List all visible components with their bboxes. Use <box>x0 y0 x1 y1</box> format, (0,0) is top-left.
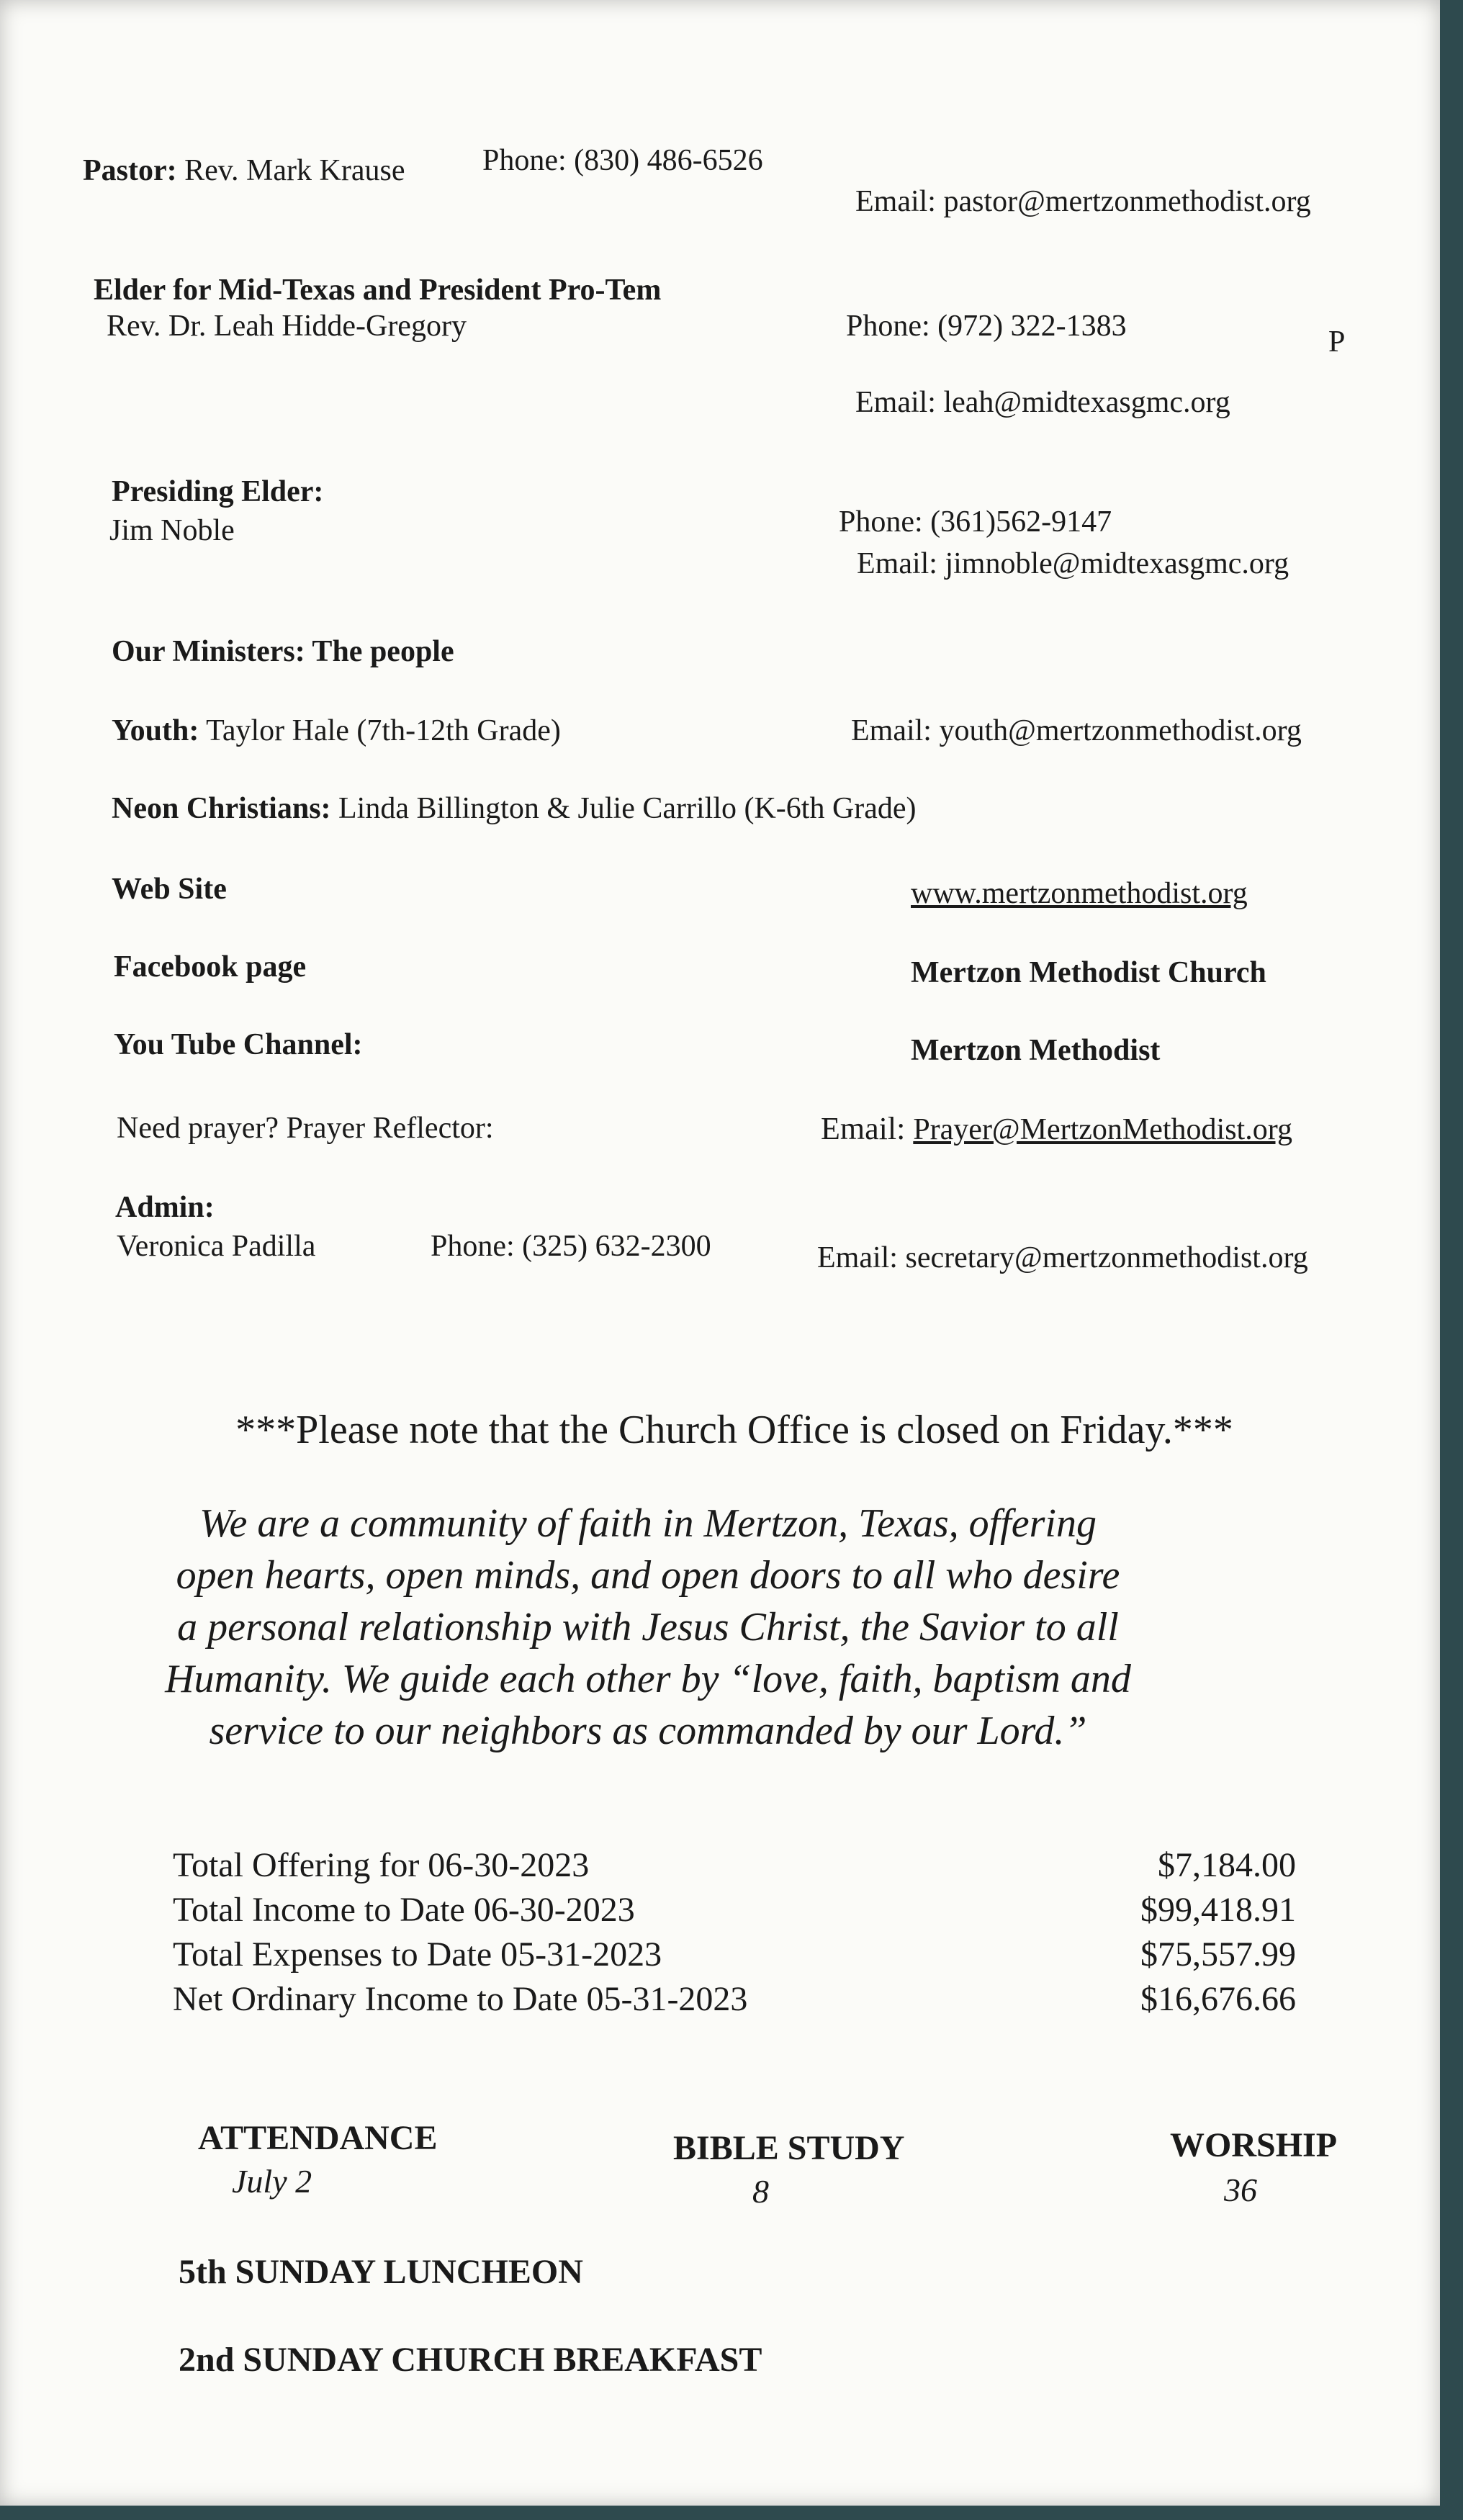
youtube-label: You Tube Channel: <box>114 1028 363 1061</box>
youth-line <box>112 713 561 749</box>
prayer-label: Need prayer? Prayer Reflector: <box>117 1112 494 1145</box>
elder-marker: P <box>1328 325 1346 359</box>
admin-name: Veronica Padilla <box>117 1230 316 1263</box>
admin-label: Admin: <box>115 1191 215 1224</box>
finance-value: $75,557.99 <box>1140 1935 1296 1974</box>
event-luncheon: 5th SUNDAY LUNCHEON <box>179 2253 583 2291</box>
facebook-value: Mertzon Methodist Church <box>911 956 1266 989</box>
presiding-phone: Phone: (361)562-9147 <box>839 505 1112 539</box>
finance-label: Total Offering for 06-30-2023 <box>173 1846 590 1884</box>
finance-label: Total Expenses to Date 05-31-2023 <box>173 1935 662 1974</box>
neon-label: Neon Christians: <box>112 792 331 825</box>
prayer-email-link[interactable]: Prayer@MertzonMethodist.org <box>913 1113 1292 1146</box>
admin-phone: Phone: (325) 632-2300 <box>431 1230 711 1263</box>
pastor-phone: Phone: (830) 486-6526 <box>482 144 763 177</box>
pastor-line <box>83 153 405 189</box>
presiding-name: Jim Noble <box>109 514 235 547</box>
website-label: Web Site <box>112 873 227 906</box>
finance-value: $99,418.91 <box>1140 1891 1296 1929</box>
bible-study-value: 8 <box>752 2173 769 2210</box>
office-closed-note: ***Please note that the Church Office is closed on Friday.*** <box>235 1408 1233 1452</box>
mission-line: open hearts, open minds, and open doors to all who desire <box>176 1553 1120 1598</box>
finance-value: $16,676.66 <box>1140 1980 1296 2018</box>
youtube-value: Mertzon Methodist <box>911 1034 1161 1067</box>
youth-email: Email: youth@mertzonmethodist.org <box>851 714 1302 747</box>
finance-row <box>173 1888 1296 1932</box>
mission-line: service to our neighbors as commanded by our Lord.” <box>209 1709 1087 1753</box>
prayer-email-label: Email: <box>821 1111 906 1146</box>
event-breakfast: 2nd SUNDAY CHURCH BREAKFAST <box>179 2341 762 2379</box>
youth-text: Taylor Hale (7th-12th Grade) <box>206 714 561 747</box>
finance-table <box>173 1843 1296 2022</box>
worship-label: WORSHIP <box>1170 2126 1338 2164</box>
finance-value: $7,184.00 <box>1158 1846 1296 1884</box>
pastor-label: Pastor: <box>83 154 177 187</box>
ministers-line: Our Ministers: The people <box>112 635 454 668</box>
pastor-email: Email: pastor@mertzonmethodist.org <box>855 185 1311 218</box>
finance-label: Net Ordinary Income to Date 05-31-2023 <box>173 1980 748 2018</box>
bible-study-label: BIBLE STUDY <box>673 2129 905 2167</box>
admin-email: Email: secretary@mertzonmethodist.org <box>817 1241 1308 1274</box>
facebook-label: Facebook page <box>114 950 307 984</box>
finance-row <box>173 1932 1296 1977</box>
mission-statement <box>108 1498 1188 1757</box>
presiding-email: Email: jimnoble@midtexasgmc.org <box>857 547 1289 580</box>
finance-row <box>173 1843 1296 1888</box>
attendance-title: ATTENDANCE <box>198 2119 438 2157</box>
elder-name: Rev. Dr. Leah Hidde-Gregory <box>107 310 467 343</box>
presiding-title: Presiding Elder: <box>112 475 324 508</box>
elder-title: Elder for Mid-Texas and President Pro-Tem <box>94 274 662 307</box>
finance-label: Total Income to Date 06-30-2023 <box>173 1891 635 1929</box>
youth-label: Youth: <box>112 714 199 747</box>
mission-line: We are a community of faith in Mertzon, Texas, offering <box>199 1501 1097 1546</box>
mission-line: a personal relationship with Jesus Christ, the Savior to all <box>177 1605 1119 1650</box>
pastor-name: Rev. Mark Krause <box>184 154 405 187</box>
neon-text: Linda Billington & Julie Carrillo (K-6th Grade) <box>338 792 917 825</box>
mission-line: Humanity. We guide each other by “love, faith, baptism and <box>165 1657 1131 1701</box>
neon-line <box>112 791 917 827</box>
attendance-date: July 2 <box>232 2163 312 2200</box>
prayer-email-line <box>821 1110 1292 1148</box>
finance-row <box>173 1977 1296 2022</box>
website-link[interactable]: www.mertzonmethodist.org <box>911 877 1248 910</box>
elder-phone: Phone: (972) 322-1383 <box>846 310 1127 343</box>
worship-value: 36 <box>1224 2172 1257 2208</box>
elder-email: Email: leah@midtexasgmc.org <box>855 386 1230 419</box>
